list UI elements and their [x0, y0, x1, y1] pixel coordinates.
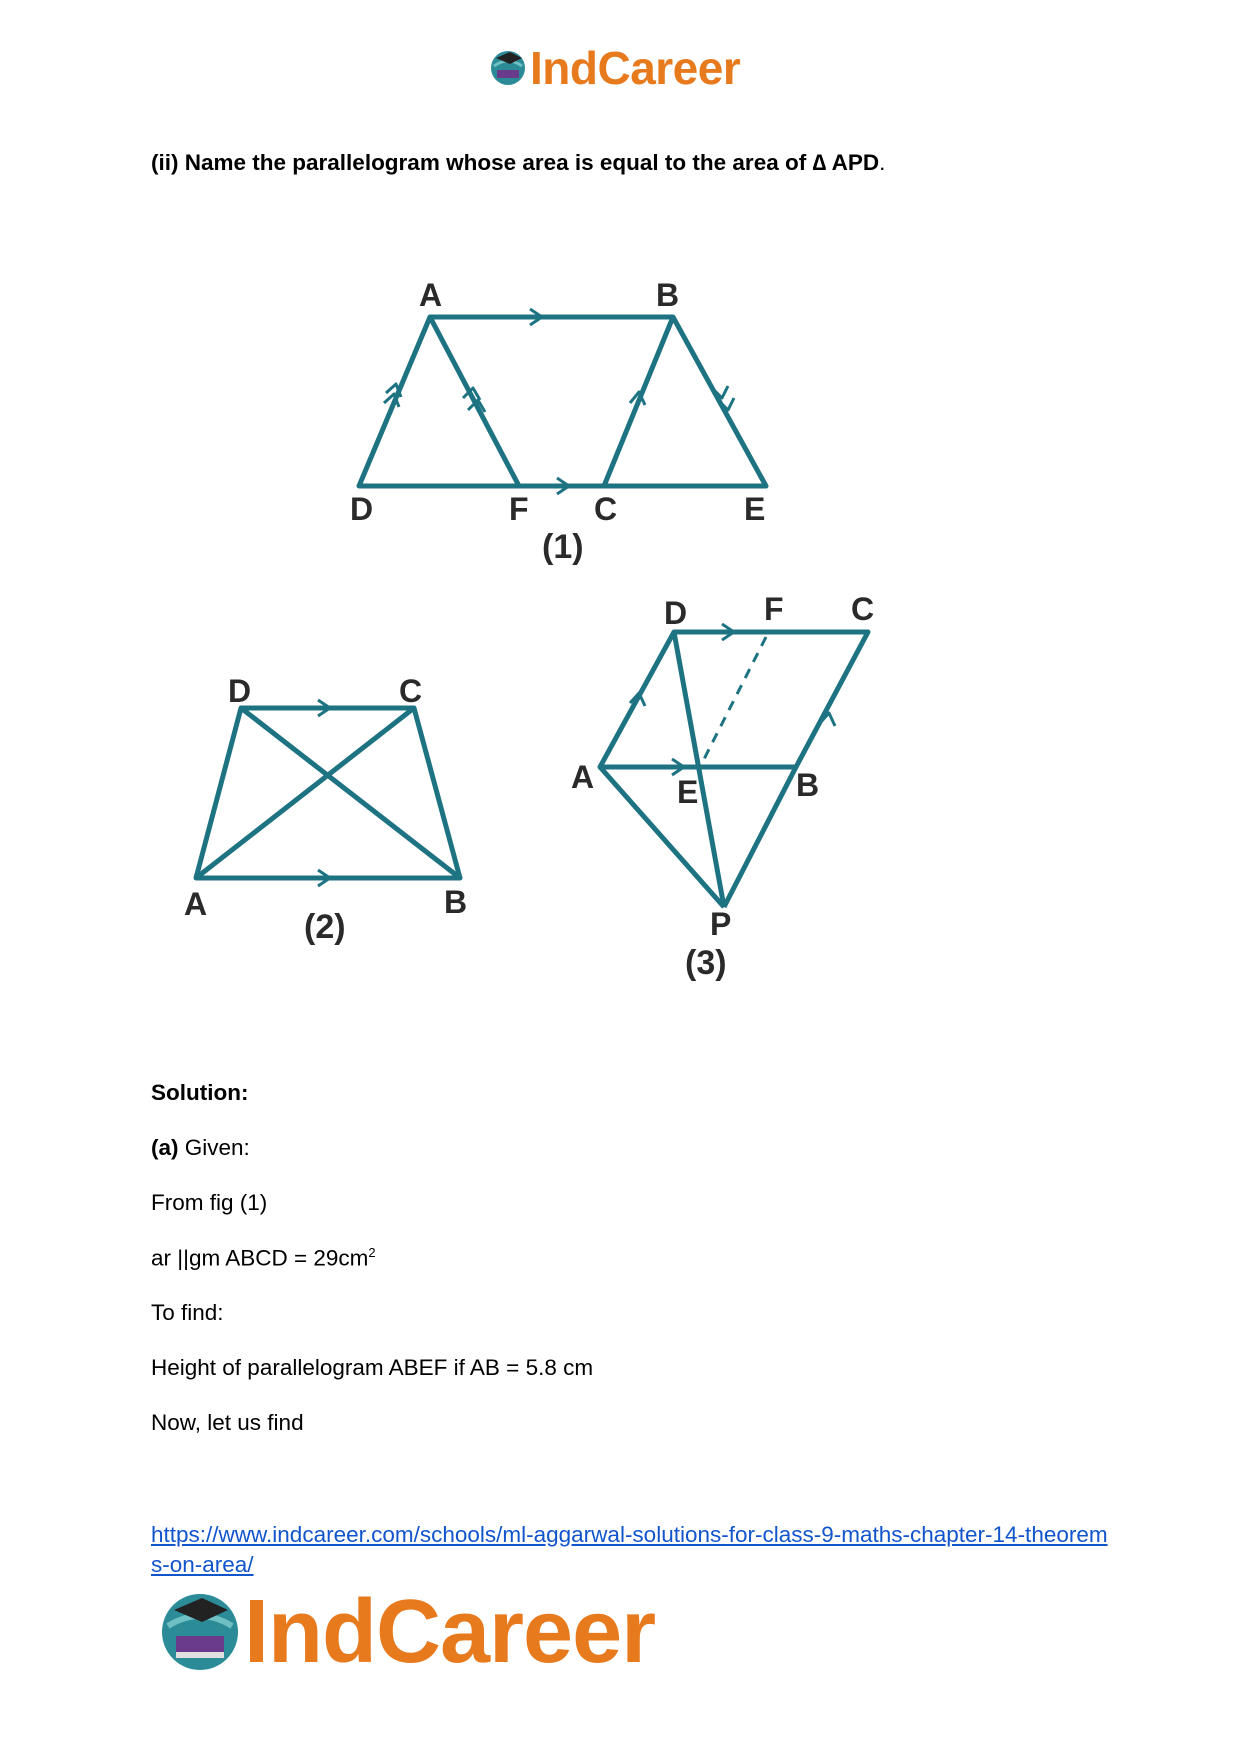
fig1-label-d: D: [350, 491, 374, 527]
fig1-label-b: B: [656, 277, 680, 313]
fig1-label-e: E: [744, 491, 766, 527]
question-main: (ii) Name the parallelogram whose area is equal to the area of ∆ APD: [151, 150, 880, 175]
fig2-label-d: D: [228, 673, 252, 709]
fig2-caption: (2): [304, 908, 346, 946]
area-line: [151, 1245, 376, 1272]
area-superscript: 2: [368, 1245, 376, 1260]
part-a-text: Given:: [178, 1135, 250, 1160]
to-find-line: To find:: [151, 1300, 224, 1325]
now-line: Now, let us find: [151, 1410, 304, 1435]
fig3-label-p: P: [710, 906, 732, 942]
solution-heading: Solution:: [151, 1080, 249, 1105]
fig3-label-d: D: [664, 595, 688, 631]
fig3-label-a: A: [571, 759, 595, 795]
fig1-label-a: A: [419, 277, 443, 313]
height-line: Height of parallelogram ABEF if AB = 5.8 cm: [151, 1355, 594, 1380]
source-link[interactable]: https://www.indcareer.com/schools/ml-aggarwal-solutions-for-class-9-maths-chapter-14-theorems-on-area/: [151, 1522, 1108, 1577]
logo-wordmark: IndCareer: [530, 42, 741, 94]
globe-icon: [158, 1590, 242, 1674]
figure-2-labels: [184, 673, 467, 946]
from-fig-line: From fig (1): [151, 1190, 268, 1215]
figure-3: [600, 624, 868, 907]
fig1-label-c: C: [594, 491, 618, 527]
figure-2: [196, 700, 460, 886]
question-period: .: [879, 150, 886, 175]
logo-wordmark: IndCareer: [244, 1582, 656, 1682]
fig2-label-a: A: [184, 886, 208, 922]
figure-1: [359, 309, 766, 494]
fig1-caption: (1): [542, 528, 584, 566]
part-a-label: (a): [151, 1135, 179, 1160]
footer-logo: [158, 1582, 718, 1682]
fig3-label-e: E: [677, 774, 699, 810]
part-a-given: [151, 1135, 250, 1161]
fig1-label-f: F: [509, 491, 529, 527]
fig3-label-b: B: [796, 767, 820, 803]
fig2-label-b: B: [444, 884, 468, 920]
fig3-caption: (3): [685, 944, 727, 982]
fig3-label-c: C: [851, 591, 875, 627]
area-text: ar ||gm ABCD = 29cm: [151, 1245, 369, 1271]
fig2-label-c: C: [399, 673, 423, 709]
figure-1-labels: [350, 277, 765, 566]
fig3-label-f: F: [764, 591, 784, 627]
